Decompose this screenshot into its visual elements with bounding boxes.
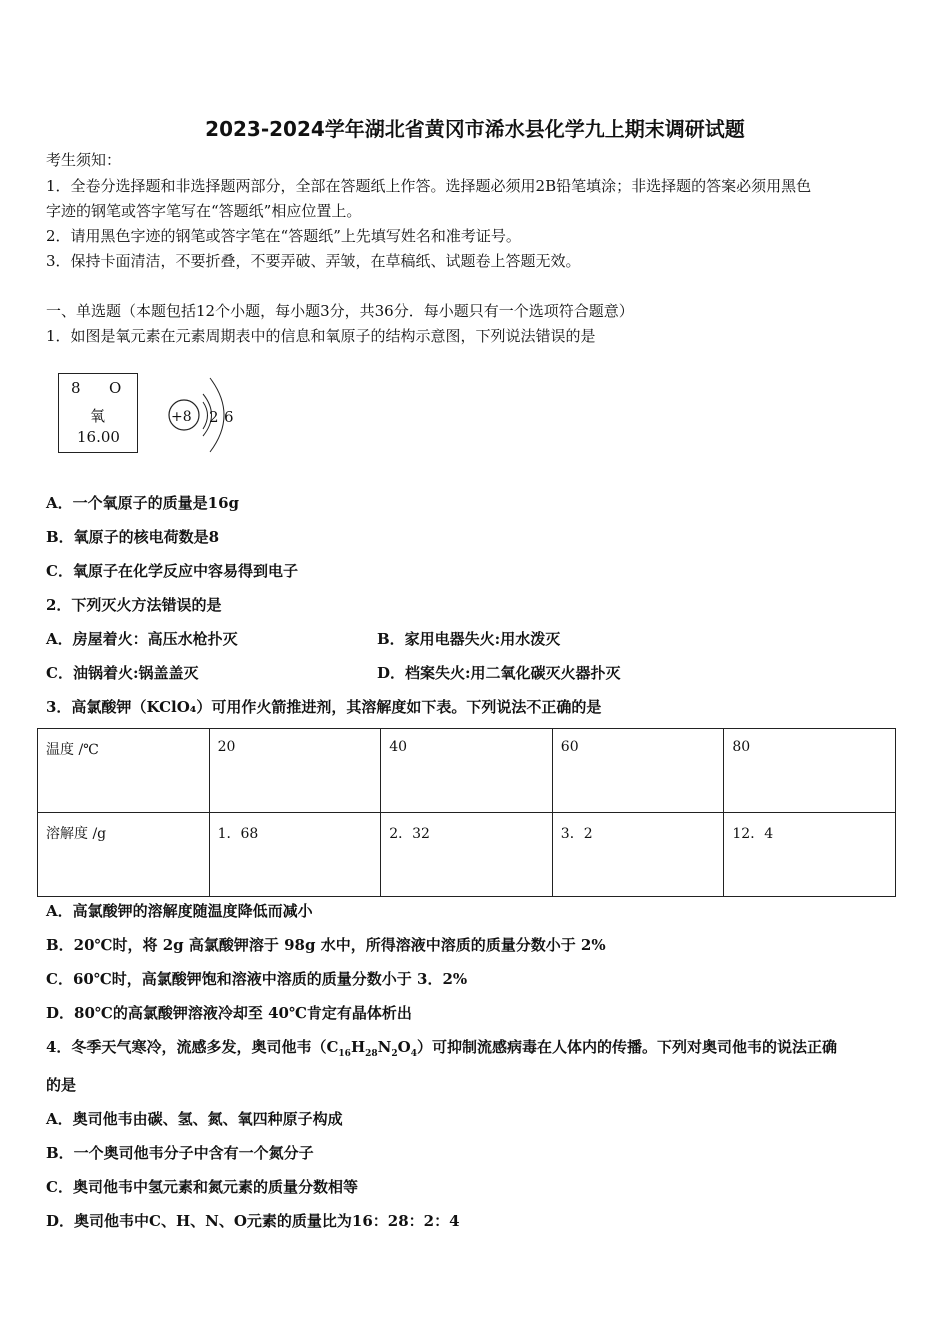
atomic-number: 8	[71, 379, 81, 397]
q1-option-a: A．一个氧原子的质量是16g	[46, 494, 240, 512]
chemical-formula	[326, 1038, 417, 1059]
notice-item: 3．保持卡面清洁，不要折叠，不要弄破、弄皱，在草稿纸、试题卷上答题无效。	[46, 252, 581, 270]
f: 16	[338, 1049, 351, 1059]
q4-stem-part: ）可抑制流感病毒在人体内的传播。下列对奥司他韦的说法正确	[416, 1038, 837, 1056]
table-cell: 温度 /℃	[38, 729, 210, 813]
q4-option-c: C．奥司他韦中氢元素和氮元素的质量分数相等	[46, 1178, 358, 1196]
q3-option-b: B．20℃时，将 2g 高氯酸钾溶于 98g 水中，所得溶液中溶质的质量分数小于 2%	[46, 936, 606, 954]
table-cell: 溶解度 /g	[38, 813, 210, 897]
notice-heading: 考生须知：	[46, 151, 122, 169]
q2-option-c: C．油锅着火:锅盖盖灭	[46, 664, 199, 682]
q4-stem	[46, 1037, 837, 1064]
table-row	[38, 813, 896, 897]
shell-2-electrons: 6	[224, 408, 234, 426]
f: 2	[391, 1049, 398, 1059]
q2-option-d: D．档案失火:用二氧化碳灭火器扑灭	[377, 664, 621, 682]
solubility-table	[37, 728, 896, 897]
notice-item: 2．请用黑色字迹的钢笔或答字笔在“答题纸”上先填写姓名和准考证号。	[46, 227, 521, 245]
q1-option-b: B．氧原子的核电荷数是8	[46, 528, 220, 546]
table-cell: 40	[381, 729, 553, 813]
q3-option-d: D．80℃的高氯酸钾溶液冷却至 40℃肯定有晶体析出	[46, 1004, 412, 1022]
page-title: 2023-2024学年湖北省黄冈市浠水县化学九上期末调研试题	[205, 117, 745, 141]
f: C	[326, 1038, 339, 1056]
q1-option-c: C．氧原子在化学反应中容易得到电子	[46, 562, 298, 580]
q1-stem: 1．如图是氧元素在元素周期表中的信息和氧原子的结构示意图，下列说法错误的是	[46, 327, 596, 345]
shell-1-electrons: 2	[209, 408, 219, 426]
element-name: 氧	[90, 407, 106, 425]
table-cell: 60	[552, 729, 724, 813]
q3-option-c: C．60℃时，高氯酸钾饱和溶液中溶质的质量分数小于 3．2%	[46, 970, 468, 988]
q3-option-a: A．高氯酸钾的溶解度随温度降低而减小	[46, 902, 313, 920]
f: 4	[410, 1049, 417, 1059]
table-cell: 1．68	[209, 813, 381, 897]
element-card	[58, 373, 138, 453]
f: 28	[365, 1049, 378, 1059]
q4-option-d: D．奥司他韦中C、H、N、O元素的质量比为16：28：2：4	[46, 1212, 460, 1230]
notice-item: 1．全卷分选择题和非选择题两部分，全部在答题纸上作答。选择题必须用2B铅笔填涂；非选择题的答案必须用黑色	[46, 177, 812, 195]
f: H	[350, 1038, 366, 1056]
q3-stem: 3．高氯酸钾（KClO₄）可用作火箭推进剂，其溶解度如下表。下列说法不正确的是	[46, 698, 602, 716]
q2-stem: 2．下列灭火方法错误的是	[46, 596, 222, 614]
notice-item: 字迹的钢笔或答字笔写在“答题纸”相应位置上。	[46, 202, 362, 220]
table-cell: 80	[724, 729, 896, 813]
q2-option-b: B．家用电器失火:用水泼灭	[377, 630, 561, 648]
q4-stem-part: 4．冬季天气寒冷，流感多发，奥司他韦（	[46, 1038, 327, 1056]
table-row	[38, 729, 896, 813]
element-symbol: O	[109, 379, 122, 397]
table-cell: 2．32	[381, 813, 553, 897]
q4-stem-end: 的是	[46, 1076, 77, 1094]
nucleus-charge: +8	[171, 409, 192, 425]
table-cell: 12．4	[724, 813, 896, 897]
q2-option-a: A．房屋着火：高压水枪扑灭	[46, 630, 238, 648]
f: N	[377, 1038, 392, 1056]
f: O	[397, 1038, 411, 1056]
table-cell: 20	[209, 729, 381, 813]
atomic-mass: 16.00	[77, 428, 120, 446]
q4-option-a: A．奥司他韦由碳、氢、氮、氧四种原子构成	[46, 1110, 343, 1128]
q4-option-b: B．一个奥司他韦分子中含有一个氮分子	[46, 1144, 314, 1162]
table-cell: 3．2	[552, 813, 724, 897]
section-heading: 一、单选题（本题包括12个小题，每小题3分，共36分．每小题只有一个选项符合题意）	[46, 302, 634, 320]
